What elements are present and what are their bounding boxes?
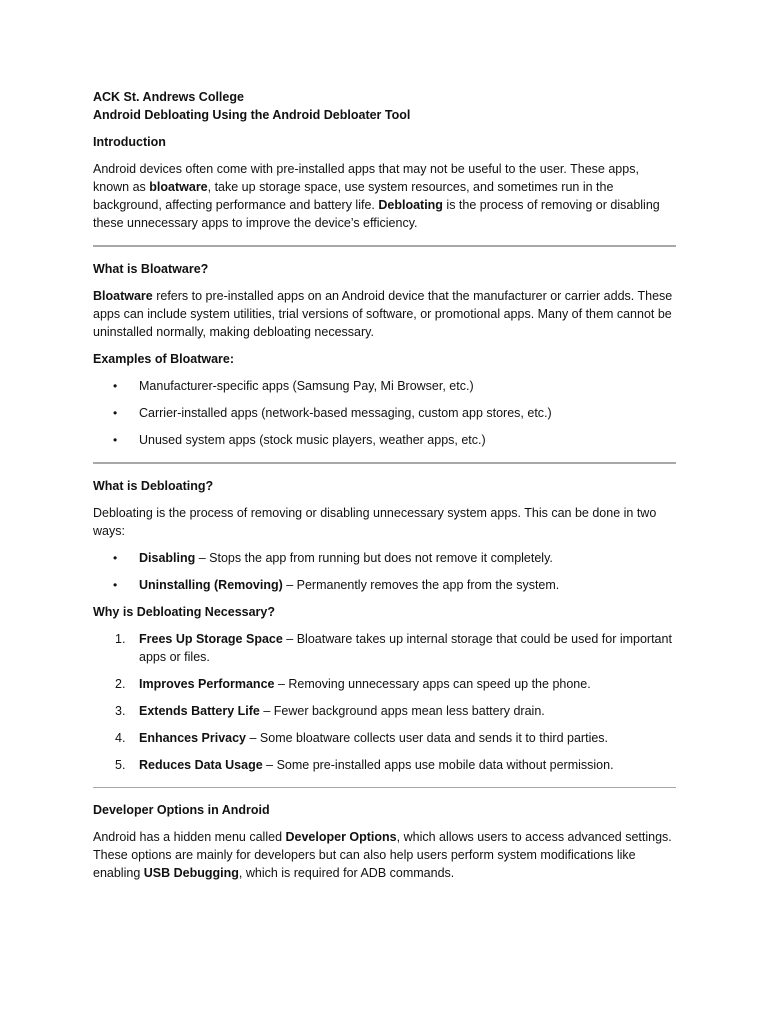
list-item-text: – Fewer background apps mean less battery drain. [259,704,545,718]
why-heading: Why is Debloating Necessary? [93,605,276,619]
devopts-paragraph [93,828,676,882]
list-item-text: – Some pre-installed apps use mobile data without permission. [262,758,614,772]
bullet-icon: • [113,578,118,592]
intro-text-2: , take up storage space, use system resources, and sometimes run in the background, affecting performance and battery life. [93,180,614,212]
intro-bold-debloating: Debloating [378,198,443,212]
bloatware-heading: What is Bloatware? [93,262,209,276]
bloatware-paragraph [93,287,676,341]
intro-heading: Introduction [93,135,166,149]
intro-text-1: Android devices often come with pre-installed apps that may not be useful to the user. These apps, known as [93,162,639,194]
list-item [93,630,676,666]
list-item-text: – Removing unnecessary apps can speed up the phone. [274,677,591,691]
list-item [93,404,676,422]
devopts-text-1: Android has a hidden menu called [93,830,286,844]
list-number: 4. [115,731,126,745]
devopts-text-3: , which is required for ADB commands. [238,866,455,880]
debloating-heading: What is Debloating? [93,479,214,493]
list-item-term: Extends Battery Life [139,704,260,718]
list-item-text: – Some bloatware collects user data and sends it to third parties. [246,731,609,745]
intro-bold-bloatware: bloatware [149,180,208,194]
list-item-term: Disabling [139,551,196,565]
list-item [93,729,676,747]
list-item-term: Frees Up Storage Space [139,632,283,646]
list-number: 1. [115,632,126,646]
list-number: 2. [115,677,126,691]
org-title: ACK St. Andrews College [93,90,244,104]
list-item [93,756,676,774]
list-item [93,576,676,594]
document-title: Android Debloating Using the Android Debloater Tool [93,108,411,122]
devopts-bold-usb-debugging: USB Debugging [143,866,239,880]
bullet-icon: • [113,379,118,393]
bullet-icon: • [113,551,118,565]
list-item-text: – Bloatware takes up internal storage that could be used for important apps or files. [139,632,672,664]
list-item [93,377,676,395]
list-item-text: Manufacturer-specific apps (Samsung Pay, Mi Browser, etc.) [139,379,474,393]
list-item-text: – Permanently removes the app from the system. [282,578,560,592]
bullet-icon: • [113,406,118,420]
list-item [93,675,676,693]
intro-paragraph [93,160,676,232]
list-item [93,431,676,449]
list-item-text: Carrier-installed apps (network-based messaging, custom app stores, etc.) [139,406,552,420]
bullet-icon: • [113,433,118,447]
examples-list [93,377,676,449]
ways-list [93,549,676,594]
list-item-term: Reduces Data Usage [139,758,263,772]
list-item [93,549,676,567]
section-divider [93,245,676,247]
list-number: 3. [115,704,126,718]
bloatware-text: refers to pre-installed apps on an Android device that the manufacturer or carrier adds. These apps can include system utilities, trial versions of software, or promotional apps. Many of them cannot be uninstalled normally, making debloating necessary. [93,289,673,339]
debloating-paragraph: Debloating is the process of removing or disabling unnecessary system apps. This can be done in two ways: [93,506,657,538]
list-item-term: Uninstalling (Removing) [139,578,283,592]
list-item-text: – Stops the app from running but does not remove it completely. [195,551,553,565]
examples-heading: Examples of Bloatware: [93,352,235,366]
intro-text-3: is the process of removing or disabling these unnecessary apps to improve the device’s efficiency. [93,198,660,230]
list-item-text: Unused system apps (stock music players, weather apps, etc.) [139,433,486,447]
list-item-term: Improves Performance [139,677,275,691]
reasons-list [93,630,676,774]
devopts-text-2: , which allows users to access advanced settings. These options are mainly for developers but can also help users perform system modifications like enabling [93,830,672,880]
section-divider [93,462,676,464]
list-item-term: Enhances Privacy [139,731,247,745]
section-divider [93,787,676,788]
list-number: 5. [115,758,126,772]
devopts-bold-developer-options: Developer Options [285,830,397,844]
bloatware-bold-term: Bloatware [93,289,153,303]
devopts-heading: Developer Options in Android [93,803,270,817]
document-page [93,88,676,882]
list-item [93,702,676,720]
